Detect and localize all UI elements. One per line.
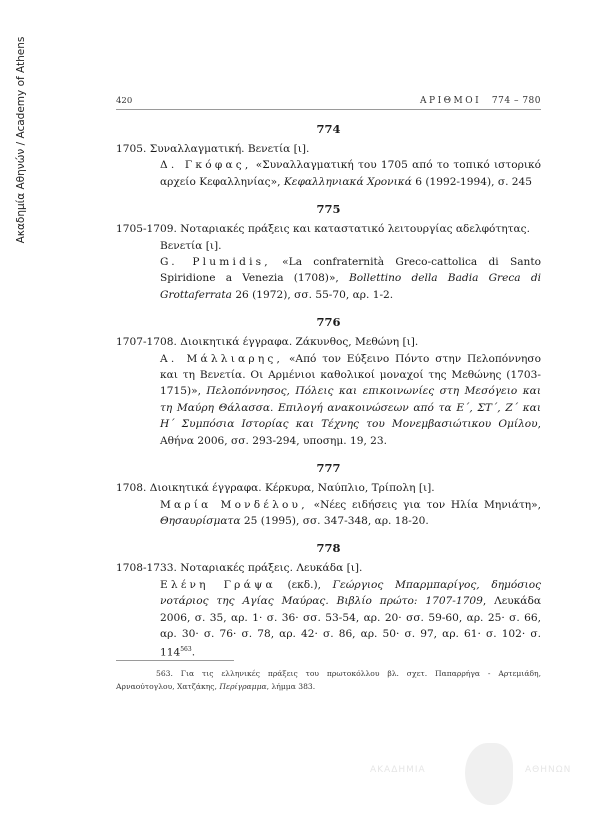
entry-head	[116, 334, 541, 350]
entry-date: 1705-1709.	[116, 223, 177, 236]
entry	[116, 315, 541, 449]
page-body	[116, 94, 541, 661]
entry-reference	[116, 254, 541, 303]
ref-italic-title: Κεφαλληνιακά Χρονικά	[283, 175, 412, 188]
footnote-text-end: , λήμμα 383.	[266, 681, 316, 691]
footnote	[116, 668, 541, 693]
ref-text: «Συναλλαγματική του 1705 από το τοπικό ιστορικό αρχείο Κεφαλληνίας»,	[160, 159, 541, 188]
running-range: 774 – 780	[491, 96, 541, 106]
ref-italic-title: Γεώργιος Μπαρμπαρίγος, δημόσιος νοτάριος της Αγίας Μαύρας. Βιβλίο πρώτο: 1707-1709	[160, 578, 542, 608]
entry-number: 774	[316, 122, 341, 136]
entry-author: Μαρία Μονδέλου,	[160, 498, 308, 511]
ref-italic-title: Πελοπόννησος, Πόλεις και επικοινωνίες στη Μεσόγειο και τη Μαύρη Θάλασσα. Επιλογή ανακοινώσεων από τα Ε΄, ΣΤ΄, Ζ΄ και Η΄ Συμπόσια Ιστορίας και Τέχνης του Μονεμβασιώτικου Ομίλου	[160, 385, 541, 431]
entry-author: G. Plumidis,	[160, 256, 271, 269]
ref-text-end: , Αθήνα 2006, σσ. 293-294, υποσημ. 19, 23.	[160, 418, 541, 447]
entry-head	[116, 221, 541, 254]
entry-head	[116, 560, 541, 576]
ref-text: «Από τον Εύξεινο Πόντο στην Πελοπόννησο και τη Βενετία. Οι Αρμένιοι καθολικοί μοναχοί της Μεθώνης (1703-1715)»,	[160, 352, 541, 398]
footnote-rule	[116, 660, 234, 661]
entry-head	[116, 480, 541, 496]
entry-reference	[116, 577, 541, 662]
entry-date: 1708.	[116, 482, 147, 495]
ref-text: «La confraternità Greco-cattolica di Santo Spiridione a Venezia (1708)»,	[160, 256, 541, 285]
entry-number: 778	[316, 541, 341, 556]
entry-author: Α. Μάλλιαρης,	[160, 352, 284, 365]
running-head	[116, 94, 541, 106]
entry	[116, 122, 541, 190]
athena-head-icon	[465, 743, 513, 805]
entry-description: Διοικητικά έγγραφα. Ζάκυνθος, Μεθώνη [ι].	[180, 336, 419, 349]
entries-list	[116, 122, 541, 661]
entry-description: Νοταριακές πράξεις και καταστατικό λειτουργίας αδελφότητας. Βενετία [ι].	[160, 223, 530, 252]
ref-text-end: 26 (1972), σσ. 55-70, αρ. 1-2.	[231, 288, 394, 301]
entry-description: Συναλλαγματική. Βενετία [ι].	[149, 143, 310, 155]
entry-date: 1708-1733.	[116, 562, 177, 575]
entry-reference	[116, 157, 541, 190]
ref-italic-title: Θησαυρίσματα	[160, 514, 241, 527]
entry-number: 777	[316, 461, 341, 476]
ref-text-end: 25 (1995), σσ. 347-348, αρ. 18-20.	[240, 514, 429, 527]
entry-reference	[116, 497, 541, 530]
entry	[116, 461, 541, 529]
entry-date: 1705.	[116, 143, 147, 155]
side-label-text: Ακαδημία Αθηνών / Academy of Athens	[15, 36, 27, 244]
entry-head	[116, 141, 541, 157]
footnote-italic: Περίγραμμα	[219, 681, 267, 691]
ref-text: «Νέες ειδήσεις για τον Ηλία Μηνιάτη»,	[307, 498, 541, 511]
running-title-text: ΑΡΙΘΜΟΙ	[420, 96, 482, 106]
entry-author: Ελένη Γράψα	[160, 578, 276, 591]
ref-text-end: , Λευκάδα 2006, σ. 35, αρ. 1· σ. 36· σσ. 53-54, αρ. 20· σσ. 59-60, αρ. 25· σ. 66, αρ. 30· σ. 76· σ. 78, αρ. 42· σ. 86, αρ. 50· σ. 97, αρ. 61· σ. 102· σ. 114	[160, 595, 541, 659]
running-title	[420, 96, 541, 106]
entry-description: Διοικητικά έγγραφα. Κέρκυρα, Ναύπλιο, Τρίπολη [ι].	[149, 482, 435, 495]
entry-number: 776	[316, 315, 341, 330]
page-number: 420	[116, 96, 133, 106]
header-rule	[116, 109, 541, 110]
entry-date: 1707-1708.	[116, 336, 177, 349]
ref-italic-title: Bollettino della Badia Greca di Grottaferrata	[160, 272, 541, 301]
watermark-left-text: ΑΚΑΔΗΜΙΑ	[370, 765, 426, 775]
ref-text: (εκδ.),	[275, 578, 333, 591]
entry-number: 775	[316, 202, 341, 217]
entry	[116, 541, 541, 661]
ref-text-end: 6 (1992-1994), σ. 245	[411, 175, 533, 188]
entry-author: Δ. Γκόφας,	[160, 159, 252, 172]
entry-reference	[116, 351, 541, 449]
footnote-marker[interactable]: 563	[180, 646, 192, 654]
ref-text-tail: .	[191, 646, 196, 659]
footnote-text: 563. Για τις ελληνικές πράξεις του πρωτοκόλλου βλ. σχετ. Παπαρρήγα - Αρτεμιάδη, Αρναούτογλου, Χατζάκης,	[116, 669, 541, 691]
watermark-right-text: ΑΘΗΝΩΝ	[525, 765, 572, 775]
academy-watermark	[370, 735, 590, 815]
entry-description: Νοταριακές πράξεις. Λευκάδα [ι].	[180, 562, 363, 575]
archive-side-label	[14, 36, 28, 244]
entry	[116, 202, 541, 303]
